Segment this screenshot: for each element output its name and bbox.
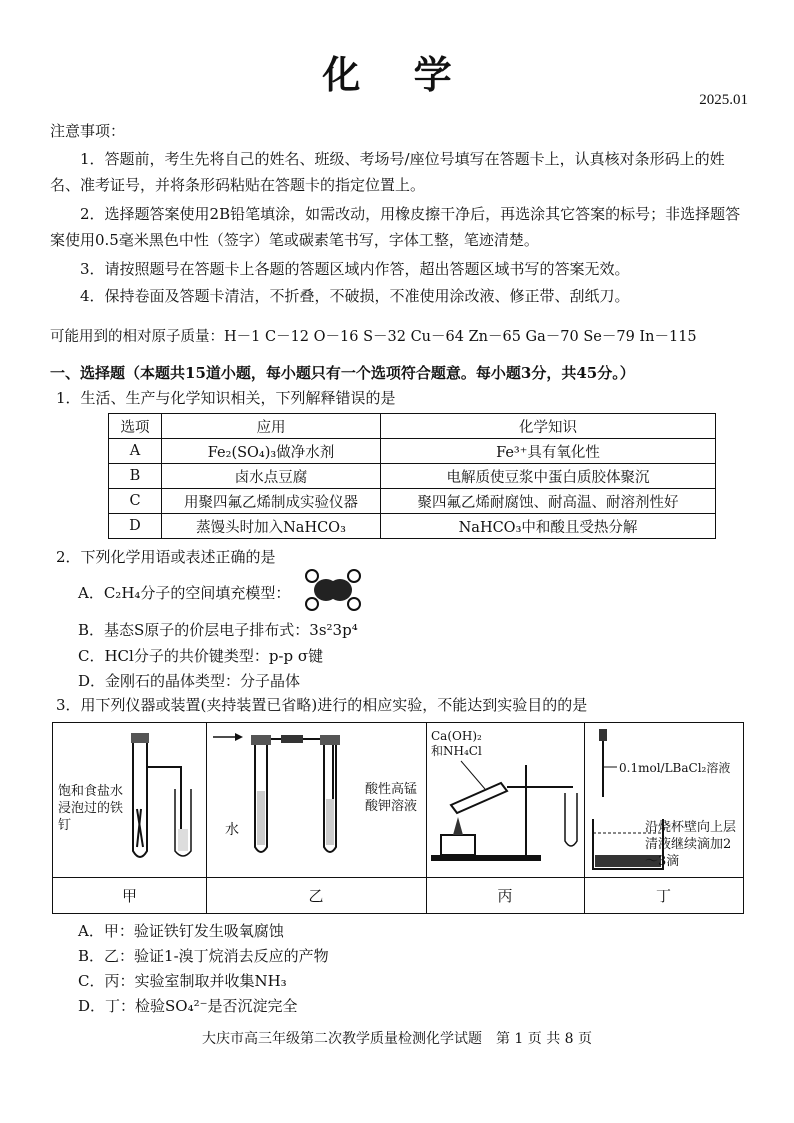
notice-heading: 注意事项： (50, 122, 126, 140)
table-cell: C (109, 489, 162, 514)
ding-note-label: 沿烧杯壁向上层清液继续滴加2～3滴 (645, 820, 737, 869)
question-2-stem: 2．下列化学用语或表述正确的是 (56, 548, 276, 566)
question-3-option-c: C．丙：实验室制取并收集NH₃ (78, 972, 287, 990)
apparatus-figure (52, 722, 744, 914)
page-footer: 大庆市高三年级第二次教学质量检测化学试题 第 1 页 共 8 页 (201, 1031, 593, 1047)
jia-label: 饱和食盐水浸泡过的铁钉 (58, 784, 124, 833)
notice-item-3: 3．请按照题号在答题卡上各题的答题区域内作答，超出答题区域书写的答案无效。 (80, 260, 630, 278)
table-cell: 聚四氟乙烯耐腐蚀、耐高温、耐溶剂性好 (381, 489, 716, 514)
table-cell: D (109, 514, 162, 539)
table-row (109, 464, 716, 489)
table-cell: 卤水点豆腐 (162, 464, 381, 489)
table-header: 化学知识 (381, 414, 716, 439)
table-header-row (109, 414, 716, 439)
atomic-masses: 可能用到的相对原子质量：H－1 C－12 O－16 S－32 Cu－64 Zn－65 Ga－70 Se－79 In－115 (50, 329, 697, 345)
figure-label-yi: 乙 (308, 887, 324, 905)
ding-reagent-label: 0.1mol/LBaCl₂溶液 (619, 761, 731, 775)
section-heading: 一、选择题（本题共15道小题，每小题只有一个选项符合题意。每小题3分，共45分。） (50, 364, 635, 382)
figure-label-jia: 甲 (121, 887, 137, 905)
notice-item-2: 2．选择题答案使用2B铅笔填涂，如需改动，用橡皮擦干净后，再选涂其它答案的标号；非选择题答案使用0.5毫米黑色中性（签字）笔或碳素笔书写，字体工整，笔迹清楚。 (50, 205, 741, 249)
question-3-option-d: D．丁：检验SO₄²⁻是否沉淀完全 (78, 997, 298, 1015)
table-row (109, 514, 716, 539)
page-title: 化 学 (322, 52, 472, 97)
question-1-stem: 1．生活、生产与化学知识相关，下列解释错误的是 (56, 389, 396, 407)
yi-kmno4-label: 酸性高锰酸钾溶液 (365, 782, 418, 814)
question-3-option-b: B．乙：验证1-溴丁烷消去反应的产物 (78, 947, 329, 965)
question-2-option-a: A．C₂H₄分子的空间填充模型： (78, 584, 291, 602)
table-cell: NaHCO₃中和酸且受热分解 (381, 514, 716, 539)
question-2-option-b: B．基态S原子的价层电子排布式：3s²3p⁴ (78, 621, 358, 639)
figure-label-ding: 丁 (655, 887, 671, 905)
table-cell: 用聚四氟乙烯制成实验仪器 (162, 489, 381, 514)
question-3-option-a: A．甲：验证铁钉发生吸氧腐蚀 (78, 922, 284, 940)
table-cell: B (109, 464, 162, 489)
bing-reagents-label: Ca(OH)₂和NH₄Cl (431, 729, 482, 758)
yi-apparatus-icon (213, 729, 363, 874)
notice-item-4: 4．保持卷面及答题卡清洁，不折叠，不破损，不准使用涂改液、修正带、刮纸刀。 (80, 287, 630, 305)
table-cell: 电解质使豆浆中蛋白质胶体聚沉 (381, 464, 716, 489)
question-2-option-d: D．金刚石的晶体类型：分子晶体 (78, 672, 301, 690)
table-cell: Fe³⁺具有氧化性 (381, 439, 716, 464)
ethylene-space-filling-model-icon (302, 568, 364, 612)
table-row (109, 439, 716, 464)
notice-item-1: 1．答题前，考生先将自己的姓名、班级、考场号/座位号填写在答题卡上，认真核对条形码上的姓名、准考证号，并将条形码粘贴在答题卡的指定位置上。 (50, 150, 725, 194)
exam-date: 2025.01 (699, 92, 748, 108)
table-row (109, 489, 716, 514)
table-cell: 蒸馒头时加入NaHCO₃ (162, 514, 381, 539)
question-1-table (108, 413, 716, 539)
question-2-option-c: C．HCl分子的共价键类型：p-p σ键 (78, 647, 324, 665)
table-cell: A (109, 439, 162, 464)
table-header: 应用 (162, 414, 381, 439)
table-header: 选项 (109, 414, 162, 439)
jia-apparatus-icon (123, 729, 203, 874)
table-cell: Fe₂(SO₄)₃做净水剂 (162, 439, 381, 464)
question-3-stem: 3．用下列仪器或装置(夹持装置已省略)进行的相应实验，不能达到实验目的的是 (56, 696, 588, 714)
figure-label-bing: 丙 (497, 887, 513, 905)
bing-apparatus-icon (431, 759, 581, 877)
yi-water-label: 水 (225, 822, 239, 838)
